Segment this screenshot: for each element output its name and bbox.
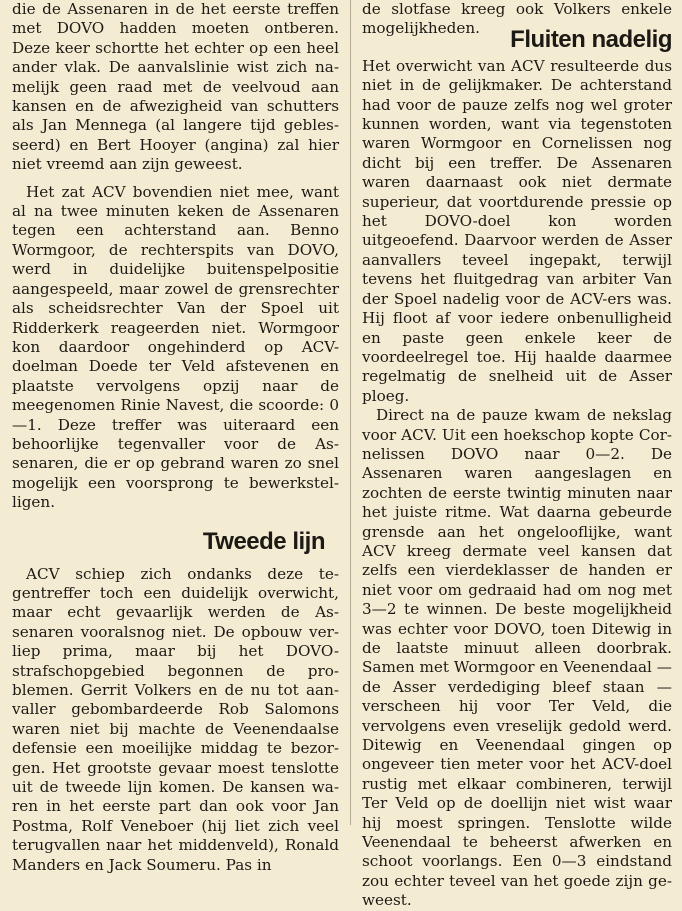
section-heading: Fluiten nadelig xyxy=(510,25,672,53)
paragraph: de slotfase kreeg ook Volkers enkele mogelijkheden. xyxy=(362,0,672,38)
column-divider xyxy=(350,0,351,825)
paragraph: die de Assenaren in de het eerste treffen met DOVO hadden moeten ontberen. Deze keer schortte het echter op een heel ander vlak. De aanvalslinie wist zich namelijk geen raad met de veelvoud aan kansen en de afwezigheid van schutters als Jan Mennega (al langere tijd geblesseerd) en Bert Hooyer (angina) zal hier niet vreemd aan zijn geweest. xyxy=(12,0,339,174)
paragraph: Het zat ACV bovendien niet mee, want al na twee minuten keken de Assenaren tegen een achterstand aan. Benno Wormgoor, de rechterspits van DOVO, werd in duidelijke buitenspelpositie aangespeeld, maar zowel de grensrechter als scheidsrechter Van der Spoel uit Ridderkerk reageerden niet. Wormgoor kon daardoor ongehinderd op ACV-doelman Doede ter Veld afstevenen en plaatste vervolgens opzij naar de meegenomen Rinie Navest, die scoorde: 0—1. Deze treffer was uiteraard een behoorlijke tegenvaller voor de Assenaren, die er op gebrand waren zo snel mogelijk een voorsprong te bewerkstelligen. xyxy=(12,182,339,512)
paragraph: Het overwicht van ACV resulteerde dus niet in de gelijkmaker. De achterstand had voor de pauze zelfs nog wel groter kunnen worden, want via tegenstoten waren Wormgoor en Cornelissen nog dicht bij een treffer. De Assenaren waren daarnaast ook niet dermate superieur, dat voortdurende pressie op het DOVO-doel kon worden uitgeoefend. Daarvoor werden de Asser aanvallers teveel ingepakt, terwijl tevens het fluitgedrag van arbiter Van der Spoel nadelig voor de ACV-ers was. Hij floot af voor iedere onbenulligheid en paste geen enkele keer de voordeelregel toe. Hij haalde daarmee regelmatig de snelheid uit de Asser ploeg. xyxy=(362,56,672,405)
left-column xyxy=(12,0,339,875)
section-heading: Tweede lijn xyxy=(202,527,325,555)
right-column xyxy=(362,0,672,911)
paragraph: Direct na de pauze kwam de nekslag voor ACV. Uit een hoekschop kopte Cornelissen DOVO naar 0—2. De Assenaren waren aangeslagen en zochten de eerste twintig minuten naar het juiste ritme. Wat daarna gebeurde grensde aan het ongelooflijke, want ACV kreeg dermate veel kansen dat zelfs een vierdeklasser de handen er niet voor om gedraaid had om nog met 3—2 te winnen. De beste mogelijkheid was echter voor DOVO, toen Ditewig in de laatste minuut alleen doorbrak. Samen met Wormgoor en Veenendaal — de Asser verdediging bleef staan — verscheen hij voor Ter Veld, die vervolgens even vreselijk gedold werd. Ditewig en Veenendaal gingen op ongeveer tien meter voor het ACV-doel rustig met elkaar combineren, terwijl Ter Veld op de doellijn niet wist waar hij moest springen. Tenslotte wilde Veenendaal te beheerst afwerken en schoot voorlangs. Een 0—3 eindstand zou echter teveel van het goede zijn geweest. xyxy=(362,406,672,910)
paragraph: ACV schiep zich ondanks deze tegentreffer toch een duidelijk overwicht, maar echt gevaarlijk werden de Assenaren vooralsnog niet. De opbouw verliep prima, maar bij het DOVO-strafschopgebied begonnen de problemen. Gerrit Volkers en de nu tot aanvaller gebombardeerde Rob Salomons waren niet bij machte de Veenendaalse defensie een moeilijke middag te bezorgen. Het grootste gevaar moest tenslotte uit de tweede lijn komen. De kansen waren in het eerste part dan ook voor Jan Postma, Rolf Veneboer (hij liet zich veel terugvallen naar het middenveld), Ronald Manders en Jack Soumeru. Pas in xyxy=(12,564,339,874)
